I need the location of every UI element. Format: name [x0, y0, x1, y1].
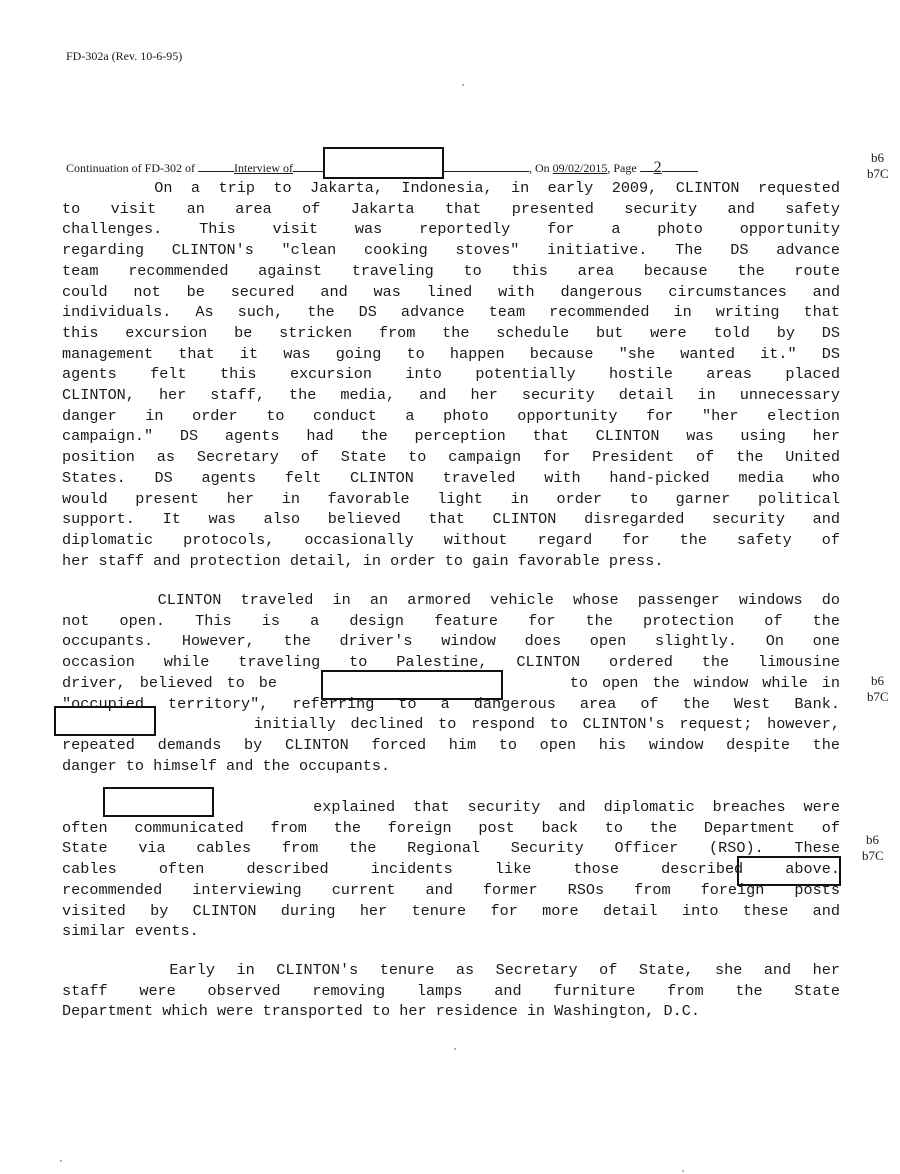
body-paragraph	[62, 178, 840, 571]
scan-speck	[60, 1160, 62, 1162]
text-line: position as Secretary of State to campaign for President of the United	[62, 448, 840, 467]
text-line: challenges. This visit was reportedly for a photo opportunity	[62, 220, 840, 239]
exemption-code-b7c: b7C	[867, 689, 889, 704]
text-line: not open. This is a design feature for the protection of the	[62, 611, 840, 630]
text-line: occasion while traveling to Palestine, CLINTON ordered the limousine	[62, 653, 840, 672]
blank-underline	[198, 161, 234, 172]
text-line: her staff and protection detail, in order to gain favorable press.	[62, 551, 664, 570]
text-line: occupants. However, the driver's window does open slightly. On one	[62, 632, 840, 651]
text-line: recommended interviewing current and former RSOs from foreign posts	[62, 880, 840, 899]
continuation-prefix: Continuation of FD-302 of	[66, 161, 195, 175]
text-line: driver, believed to be to open the window while in	[62, 673, 840, 692]
text-line: States. DS agents felt CLINTON traveled with hand-picked media who	[62, 468, 840, 487]
page-label: , Page	[607, 161, 637, 175]
text-line: often communicated from the foreign post back to the Department of	[62, 818, 840, 837]
text-line: cables often described incidents like those described above.	[62, 860, 840, 879]
body-paragraph	[62, 590, 840, 776]
text-line: management that it was going to happen because "she wanted it." DS	[62, 344, 840, 363]
on-label: , On	[528, 161, 550, 175]
text-line: staff were observed removing lamps and furniture from the State	[62, 981, 840, 1000]
scan-speck	[462, 84, 464, 86]
text-line: agents felt this excursion into potentially hostile areas placed	[62, 365, 840, 384]
interview-date: 09/02/2015	[552, 161, 608, 175]
text-line: team recommended against traveling to this area because the route	[62, 261, 840, 280]
text-line: danger in order to conduct a photo opportunity for "her election	[62, 406, 840, 425]
text-line: campaign." DS agents had the perception that CLINTON was using her	[62, 427, 840, 446]
text-line: similar events.	[62, 922, 199, 941]
text-line: diplomatic protocols, occasionally without regard for the safety of	[62, 530, 840, 549]
body-paragraph	[62, 797, 840, 942]
page-number: 2	[653, 159, 662, 176]
text-line: initially declined to respond to CLINTON's request; however,	[62, 715, 840, 734]
text-line: regarding CLINTON's "clean cooking stoves" initiative. The DS advance	[62, 241, 840, 260]
text-line: "occupied territory", referring to a dangerous area of the West Bank.	[62, 694, 840, 713]
scan-speck	[682, 1170, 684, 1172]
interview-of-label: Interview of	[234, 161, 293, 175]
text-line: visited by CLINTON during her tenure for more detail into these and	[62, 901, 840, 920]
text-line: Department which were transported to her residence in Washington, D.C.	[62, 1002, 700, 1021]
text-line: this excursion be stricken from the schedule but were told by DS	[62, 323, 840, 342]
exemption-code-b7c: b7C	[867, 166, 889, 181]
form-identifier: FD-302a (Rev. 10-6-95)	[66, 49, 183, 63]
text-line: explained that security and diplomatic breaches were	[62, 798, 840, 816]
text-line: State via cables from the Regional Security Officer (RSO). These	[62, 839, 840, 858]
text-line: On a trip to Jakarta, Indonesia, in early 2009, CLINTON requested	[62, 179, 840, 197]
text-line: Early in CLINTON's tenure as Secretary of State, she and her	[62, 961, 840, 979]
exemption-code-b7c: b7C	[862, 848, 884, 863]
text-line: CLINTON, her staff, the media, and her security detail in unnecessary	[62, 386, 840, 405]
text-line: to visit an area of Jakarta that presented security and safety	[62, 199, 840, 218]
text-line: danger to himself and the occupants.	[62, 756, 391, 775]
text-line: support. It was also believed that CLINTON disregarded security and	[62, 510, 840, 529]
scan-speck	[454, 1048, 456, 1050]
exemption-code-b6: b6	[871, 150, 884, 165]
exemption-code-b6: b6	[866, 832, 879, 847]
blank-underline	[662, 161, 698, 172]
text-line: individuals. As such, the DS advance team recommended in writing that	[62, 303, 840, 322]
blank-underline	[640, 161, 654, 172]
redaction-box	[323, 147, 444, 179]
exemption-code-b6: b6	[871, 673, 884, 688]
text-line: would present her in favorable light in order to garner political	[62, 489, 840, 508]
text-line: CLINTON traveled in an armored vehicle whose passenger windows do	[62, 591, 840, 609]
text-line: repeated demands by CLINTON forced him to open his window despite the	[62, 735, 840, 754]
text-line: could not be secured and was lined with dangerous circumstances and	[62, 282, 840, 301]
body-paragraph	[62, 960, 840, 1022]
